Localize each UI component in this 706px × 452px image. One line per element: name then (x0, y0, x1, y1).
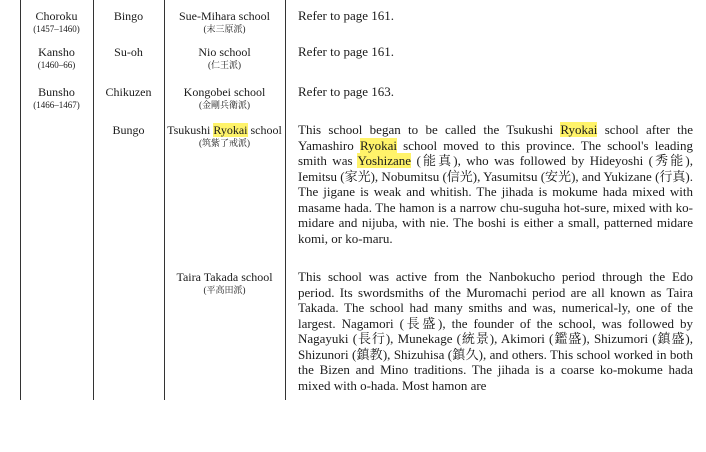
highlighted-term: Yoshizane (357, 153, 412, 168)
school-cell-taira-takada (164, 270, 285, 296)
school-cell-kongobei (164, 85, 285, 111)
era-cell-bunsho (20, 85, 93, 111)
highlighted-term: Ryokai (213, 123, 248, 137)
era-cell-kansho (20, 45, 93, 71)
description-kansho: Refer to page 161. (298, 44, 395, 59)
school-cell-nio (164, 45, 285, 71)
description-bunsho: Refer to page 163. (298, 84, 395, 99)
era-name: Kansho (38, 45, 75, 59)
school-name: Taira Takada school (176, 270, 273, 284)
highlighted-term: Ryokai (359, 137, 397, 153)
era-years: (1460–66) (37, 60, 76, 70)
school-kanji: (金剛兵衛派) (199, 100, 250, 110)
school-kanji: (平高田派) (203, 285, 246, 295)
era-name: Bunsho (38, 85, 75, 99)
province-cell-bingo: Bingo (113, 9, 144, 23)
school-kanji: (筑紫了戒派) (199, 138, 250, 148)
description-tsukushi-ryokai: This school began to be called the Tsukushi Ryokai school after the Yamashiro Ryokai school moved to this province. The school's leading smith was Yoshizane (能真), who was followed by Hideyoshi (秀能), Iemitsu (家光), Nobumitsu (信光), Yasumitsu (安光), and Yukizane (行真). The jigane is weak and whitish. The jihada is mokume hada mixed with masame hada. The hamon is a narrow chu-suguha hot-sure, mixed with ko-midare and nijuba, with nie. The boshi is either a small, patterned midare komi, or ko-maru. (298, 122, 694, 246)
school-name: Sue-Mihara school (179, 9, 270, 23)
school-name: Nio school (198, 45, 251, 59)
era-cell-choroku (20, 9, 93, 35)
era-years: (1466–1467) (33, 100, 80, 110)
province-cell-su-oh: Su-oh (114, 45, 143, 59)
school-cell-sue-mihara (164, 9, 285, 35)
school-kanji: (仁王派) (208, 60, 241, 70)
school-kanji: (末三原派) (203, 24, 246, 34)
school-cell-tsukushi-ryokai (164, 123, 285, 149)
school-name: Kongobei school (183, 85, 266, 99)
school-name: Tsukushi Ryokai school (167, 123, 282, 137)
description-taira-takada: This school was active from the Nanbokucho period through the Edo period. Its swordsmiths of the Muromachi period are all known as Taira Takada. The school had many smiths and was, numerical-ly, one of the largest. Nagamori (長盛), the founder of the school, was followed by Nagayuki (長行), Munekage (統景), Akimori (鑑盛), Shizumori (鎮盛), Shizunori (鎮教), Shizuhisa (鎮久), and others. This school worked in both the Bizen and Mino traditions. The jihada is a coarse ko-mokume hada mixed with o-hada. Most hamon are (298, 269, 693, 393)
province-cell-bungo: Bungo (112, 123, 145, 137)
province-cell-chikuzen: Chikuzen (105, 85, 152, 99)
description-choroku: Refer to page 161. (298, 8, 395, 23)
column-rule-2 (93, 0, 94, 400)
era-name: Choroku (35, 9, 78, 23)
era-years: (1457–1460) (33, 24, 80, 34)
column-rule-4 (285, 0, 286, 400)
highlighted-term: Ryokai (560, 122, 598, 137)
